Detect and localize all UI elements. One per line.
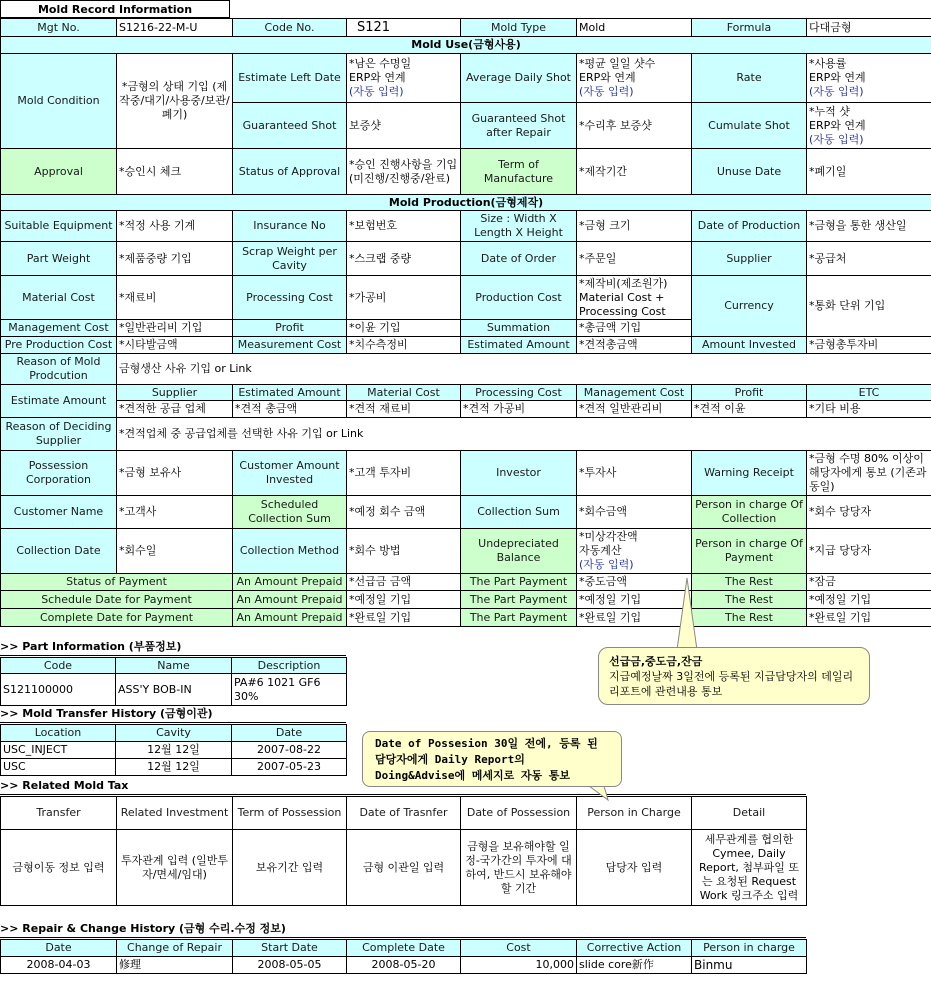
rest-label: The Rest: [692, 609, 807, 627]
part-weight-label: Part Weight: [1, 242, 117, 276]
estimate-value[interactable]: *견적 일반관리비: [577, 401, 692, 418]
estimate-header: Material Cost: [347, 385, 461, 401]
undep-auto: (자동 입력): [579, 558, 634, 571]
estimate-header: Management Cost: [577, 385, 692, 401]
transfer-cavity: 12월 12일: [116, 742, 232, 759]
transfer-date: 2007-08-22: [232, 742, 347, 759]
deciding-supplier-value[interactable]: *견적업체 중 공급업체를 선택한 사유 기입 or Link: [117, 418, 931, 451]
avg-daily-text: *평균 일일 샷수: [579, 57, 656, 70]
term-manufacture-value[interactable]: *제작기간: [577, 149, 692, 195]
size-value[interactable]: *금형 크기: [577, 211, 692, 242]
repair-col-header: Start Date: [233, 940, 347, 957]
tax-investment: 투자관계 입력 (일반투자/면세/임대): [117, 830, 233, 906]
table-row[interactable]: [1, 759, 347, 776]
processing-cost-value[interactable]: *가공비: [347, 276, 461, 320]
collection-date-value[interactable]: *회수일: [117, 529, 233, 574]
repair-title: >> Repair & Change History (금형 수리.수정 정보): [0, 921, 806, 938]
repair-col-header: Person in charge: [692, 940, 807, 957]
mold-production-header: Mold Production(금형제작): [1, 195, 931, 211]
mold-condition-label: Mold Condition: [1, 54, 117, 149]
status-approval-label: Status of Approval: [233, 149, 347, 195]
guaranteed-shot-value[interactable]: 보증샷: [347, 103, 461, 149]
estimate-value[interactable]: *견적 가공비: [461, 401, 577, 418]
amount-invested-label: Amount Invested: [692, 337, 807, 354]
part-payment-value[interactable]: *중도금액: [577, 574, 692, 591]
rate-label: Rate: [692, 54, 807, 103]
tax-col-header: Detail: [692, 797, 807, 830]
management-cost-label: Management Cost: [1, 320, 117, 337]
part-col-header: Code: [1, 658, 116, 674]
part-payment-label: The Part Payment: [461, 591, 577, 609]
undep-text: *미상각잔액: [579, 530, 638, 543]
estimated-amount-value[interactable]: *견적총금액: [577, 337, 692, 354]
avg-daily-erp: ERP와 연계: [579, 71, 636, 84]
cumulate-text: *누적 샷: [809, 104, 850, 118]
rest-label: The Rest: [692, 591, 807, 609]
estimate-left-auto: (자동 입력): [349, 85, 404, 98]
avg-daily-shot-value[interactable]: [577, 54, 692, 103]
estimated-amount-label: Estimated Amount: [461, 337, 577, 354]
supplier-value[interactable]: *공급처: [807, 242, 931, 276]
production-cost-value[interactable]: *제작비(제조원가) Material Cost + Processing Cost: [577, 276, 692, 320]
estimate-header: Processing Cost: [461, 385, 577, 401]
prepaid-label: An Amount Prepaid: [233, 591, 347, 609]
possession-corp-value[interactable]: *금형 보유사: [117, 451, 233, 496]
payment-callout: [598, 647, 870, 705]
estimate-header: Supplier: [117, 385, 233, 401]
status-approval-value[interactable]: [347, 149, 461, 195]
table-row[interactable]: [1, 674, 347, 706]
rest-label: The Rest: [692, 574, 807, 591]
estimate-header: ETC: [807, 385, 931, 401]
collection-method-label: Collection Method: [233, 529, 347, 574]
size-label: Size : Width X Length X Height: [461, 211, 577, 242]
payment-callout-title: 선급금,중도금,잔금: [609, 655, 703, 668]
estimate-left-erp: ERP와 연계: [349, 71, 406, 84]
transfer-title: >> Mold Transfer History (금형이관): [0, 706, 346, 723]
material-cost-label: Material Cost: [1, 276, 117, 320]
estimate-header: Profit: [692, 385, 807, 401]
possession-callout: [362, 731, 622, 787]
prepaid-value[interactable]: *예정일 기입: [347, 591, 461, 609]
prepaid-value[interactable]: *선급금 금액: [347, 574, 461, 591]
estimate-amount-label: Estimate Amount: [1, 385, 117, 418]
undepreciated-label: Undepreciated Balance: [461, 529, 577, 574]
schedule-payment-label: Schedule Date for Payment: [1, 591, 233, 609]
customer-name-value[interactable]: *고객사: [117, 496, 233, 529]
collection-sum-label: Collection Sum: [461, 496, 577, 529]
mgt-no-label: Mgt No.: [1, 19, 117, 37]
estimate-left-text: *남은 수명일: [349, 57, 412, 70]
preprod-cost-value[interactable]: *시타발금액: [117, 337, 233, 354]
part-code: S121100000: [1, 674, 116, 706]
profit-value[interactable]: *이윤 기입: [347, 320, 461, 337]
material-cost-value[interactable]: *재료비: [117, 276, 233, 320]
pic-collection-label: Person in charge Of Collection: [692, 496, 807, 529]
table-row[interactable]: [1, 830, 807, 906]
repair-change: 修理: [117, 957, 233, 974]
investor-value[interactable]: *투자사: [577, 451, 692, 496]
repair-action: slide core新作: [577, 957, 692, 974]
measurement-cost-value[interactable]: *치수측정비: [347, 337, 461, 354]
repair-person: Binmu: [692, 957, 807, 974]
guaranteed-repair-label: Guaranteed Shot after Repair: [461, 103, 577, 149]
code-no-label: Code No.: [233, 19, 347, 37]
estimate-value[interactable]: *견적 재료비: [347, 401, 461, 418]
pic-payment-value[interactable]: *지급 당당자: [807, 529, 931, 574]
tax-date-transfer: 금형 이관일 입력: [347, 830, 461, 906]
mgt-no-value[interactable]: S1216-22-M-U: [117, 19, 233, 37]
tax-title: >> Related Mold Tax: [0, 778, 806, 795]
estimate-value[interactable]: *기타 비용: [807, 401, 931, 418]
complete-payment-label: Complete Date for Payment: [1, 609, 233, 627]
collection-sum-value[interactable]: *회수금액: [577, 496, 692, 529]
undep-calc: 자동계산: [579, 544, 622, 557]
supplier-label: Supplier: [692, 242, 807, 276]
rest-value[interactable]: *완료일 기입: [807, 609, 931, 627]
tax-detail: 세무관계를 협의한 Cymee, Daily Report, 첨부파일 또는 요청된 Request Work 링크주소 입력: [692, 830, 807, 906]
measurement-cost-label: Measurement Cost: [233, 337, 347, 354]
scrap-weight-value[interactable]: *스크랩 중량: [347, 242, 461, 276]
part-info-table: [0, 657, 347, 706]
cumulate-auto: (자동 입력): [809, 132, 864, 146]
repair-start: 2008-05-05: [233, 957, 347, 974]
term-manufacture-label: Term of Manufacture: [461, 149, 577, 195]
part-payment-value[interactable]: *예정일 기입: [577, 591, 692, 609]
collection-method-value[interactable]: *회수 방법: [347, 529, 461, 574]
scheduled-sum-value[interactable]: *예정 회수 금액: [347, 496, 461, 529]
formula-value[interactable]: 다대금형: [807, 19, 931, 37]
status-approval-sub: (미진행/진행중/완료): [349, 171, 451, 185]
avg-daily-shot-label: Average Daily Shot: [461, 54, 577, 103]
customer-amount-label: Customer Amount Invested: [233, 451, 347, 496]
part-col-header: Name: [116, 658, 232, 674]
transfer-location: USC: [1, 759, 116, 776]
payment-callout-body: 지급예정날짜 3일전에 등록된 지급담당자의 데일리리포트에 관련내용 통보: [609, 670, 854, 698]
avg-daily-auto: (자동 입력): [579, 85, 634, 98]
mold-type-value[interactable]: Mold: [577, 19, 692, 37]
tax-col-header: Date of Trasnfer: [347, 797, 461, 830]
currency-value[interactable]: *통화 단위 기입: [807, 276, 931, 337]
production-cost-label: Production Cost: [461, 276, 577, 320]
reason-production-label: Reason of Mold Prodcution: [1, 354, 117, 385]
mold-type-label: Mold Type: [461, 19, 577, 37]
warning-receipt-label: Warning Receipt: [692, 451, 807, 496]
tax-col-header: Transfer: [1, 797, 117, 830]
transfer-col-header: Date: [232, 725, 347, 742]
table-row[interactable]: [1, 957, 807, 974]
prepaid-label: An Amount Prepaid: [233, 574, 347, 591]
repair-col-header: Date: [1, 940, 117, 957]
transfer-col-header: Location: [1, 725, 116, 742]
tax-table: [0, 796, 807, 906]
rate-value[interactable]: [807, 54, 931, 103]
mold-condition-value[interactable]: *금형의 상태 기입 (제작중/대기/사용중/보관/폐기): [117, 54, 233, 149]
tax-col-header: Related Investment: [117, 797, 233, 830]
date-order-value[interactable]: *주문일: [577, 242, 692, 276]
processing-cost-label: Processing Cost: [233, 276, 347, 320]
rest-value[interactable]: *예정일 기입: [807, 591, 931, 609]
profit-label: Profit: [233, 320, 347, 337]
currency-label: Currency: [692, 276, 807, 337]
repair-col-header: Cost: [461, 940, 577, 957]
pic-payment-label: Person in charge Of Payment: [692, 529, 807, 574]
rate-erp: ERP와 연계: [809, 71, 866, 84]
part-weight-value[interactable]: *제품중량 기입: [117, 242, 233, 276]
date-production-value[interactable]: *금형을 통한 생산일: [807, 211, 931, 242]
rate-auto: (자동 입력): [809, 85, 864, 98]
suitable-equipment-label: Suitable Equipment: [1, 211, 117, 242]
tax-person: 담당자 입력: [577, 830, 692, 906]
customer-amount-value[interactable]: *고객 투자비: [347, 451, 461, 496]
reason-production-value[interactable]: 금형생산 사유 기입 or Link: [117, 354, 931, 385]
preprod-cost-label: Pre Production Cost: [1, 337, 117, 354]
repair-col-header: Change of Repair: [117, 940, 233, 957]
estimate-value[interactable]: *견적 총금액: [233, 401, 347, 418]
part-payment-label: The Part Payment: [461, 574, 577, 591]
scrap-weight-label: Scrap Weight per Cavity: [233, 242, 347, 276]
rest-value[interactable]: *잠금: [807, 574, 931, 591]
repair-date: 2008-04-03: [1, 957, 117, 974]
estimate-value[interactable]: *견적 이윤: [692, 401, 807, 418]
tax-col-header: Person in Charge: [577, 797, 692, 830]
summation-value[interactable]: *총금액 기입: [577, 320, 692, 337]
date-order-label: Date of Order: [461, 242, 577, 276]
suitable-equipment-value[interactable]: *적정 사용 기계: [117, 211, 233, 242]
unuse-date-value[interactable]: *폐기일: [807, 149, 931, 195]
part-payment-value[interactable]: *완료일 기입: [577, 609, 692, 627]
status-payment-label: Status of Payment: [1, 574, 233, 591]
rate-text: *사용률: [809, 57, 847, 70]
management-cost-value[interactable]: *일반관리비 기입: [117, 320, 233, 337]
tax-date-possession: 금형을 보유해야할 일정-국가간의 투자에 대하여, 반드시 보유해야 할 기간: [461, 830, 577, 906]
repair-table: [0, 939, 807, 974]
tax-col-header: Date of Possession: [461, 797, 577, 830]
estimate-value[interactable]: *견적한 공급 업체: [117, 401, 233, 418]
deciding-supplier-label: Reason of Deciding Supplier: [1, 418, 117, 451]
formula-label: Formula: [692, 19, 807, 37]
tax-term: 보유기간 입력: [233, 830, 347, 906]
part-description: PA#6 1021 GF6 30%: [232, 674, 347, 706]
date-production-label: Date of Production: [692, 211, 807, 242]
cumulate-erp: ERP와 연계: [809, 118, 866, 132]
guaranteed-repair-value[interactable]: *수리후 보증샷: [577, 103, 692, 149]
repair-cost: 10,000: [461, 957, 577, 974]
approval-label: Approval: [1, 149, 117, 195]
mold-record-table: [0, 18, 931, 627]
insurance-value[interactable]: *보험번호: [347, 211, 461, 242]
unuse-date-label: Unuse Date: [692, 149, 807, 195]
part-payment-label: The Part Payment: [461, 609, 577, 627]
part-col-header: Description: [232, 658, 347, 674]
cumulate-shot-label: Cumulate Shot: [692, 103, 807, 149]
possession-corp-label: Possession Corporation: [1, 451, 117, 496]
transfer-location: USC_INJECT: [1, 742, 116, 759]
code-no-value[interactable]: S121: [347, 19, 461, 37]
summation-label: Summation: [461, 320, 577, 337]
repair-col-header: Corrective Action: [577, 940, 692, 957]
guaranteed-shot-label: Guaranteed Shot: [233, 103, 347, 149]
prepaid-label: An Amount Prepaid: [233, 609, 347, 627]
status-approval-text: *승인 진행사항을 기입: [349, 157, 458, 171]
repair-complete: 2008-05-20: [347, 957, 461, 974]
mold-use-header: Mold Use(금형사용): [1, 37, 931, 54]
callout-tail-payment: [655, 575, 705, 655]
transfer-date: 2007-05-23: [232, 759, 347, 776]
insurance-label: Insurance No: [233, 211, 347, 242]
transfer-col-header: Cavity: [116, 725, 232, 742]
part-info-title: >> Part Information (부품정보): [0, 639, 346, 656]
repair-col-header: Complete Date: [347, 940, 461, 957]
table-row[interactable]: [1, 742, 347, 759]
approval-value[interactable]: *승인시 체크: [117, 149, 233, 195]
page-title: Mold Record Information: [0, 0, 230, 18]
warning-receipt-value[interactable]: *금형 수명 80% 이상이 해당자에게 통보 (기존과 동일): [807, 451, 931, 496]
estimate-left-label: Estimate Left Date: [233, 54, 347, 103]
possession-callout-body: Date of Possesion 30일 전에, 등록 된 담당자에게 Daily Report의 Doing&Advise에 메세지로 자동 통보: [375, 737, 598, 782]
prepaid-value[interactable]: *완료일 기입: [347, 609, 461, 627]
investor-label: Investor: [461, 451, 577, 496]
estimate-header: Estimated Amount: [233, 385, 347, 401]
cumulate-shot-value[interactable]: [807, 103, 931, 149]
transfer-cavity: 12월 12일: [116, 759, 232, 776]
transfer-table: [0, 724, 347, 776]
amount-invested-value[interactable]: *금형총투자비: [807, 337, 931, 354]
part-name: ASS'Y BOB-IN: [116, 674, 232, 706]
pic-collection-value[interactable]: *회수 당당자: [807, 496, 931, 529]
scheduled-sum-label: Scheduled Collection Sum: [233, 496, 347, 529]
tax-transfer: 금형이동 정보 입력: [1, 830, 117, 906]
customer-name-label: Customer Name: [1, 496, 117, 529]
tax-col-header: Term of Possession: [233, 797, 347, 830]
estimate-left-value[interactable]: [347, 54, 461, 103]
undepreciated-value[interactable]: [577, 529, 692, 574]
collection-date-label: Collection Date: [1, 529, 117, 574]
